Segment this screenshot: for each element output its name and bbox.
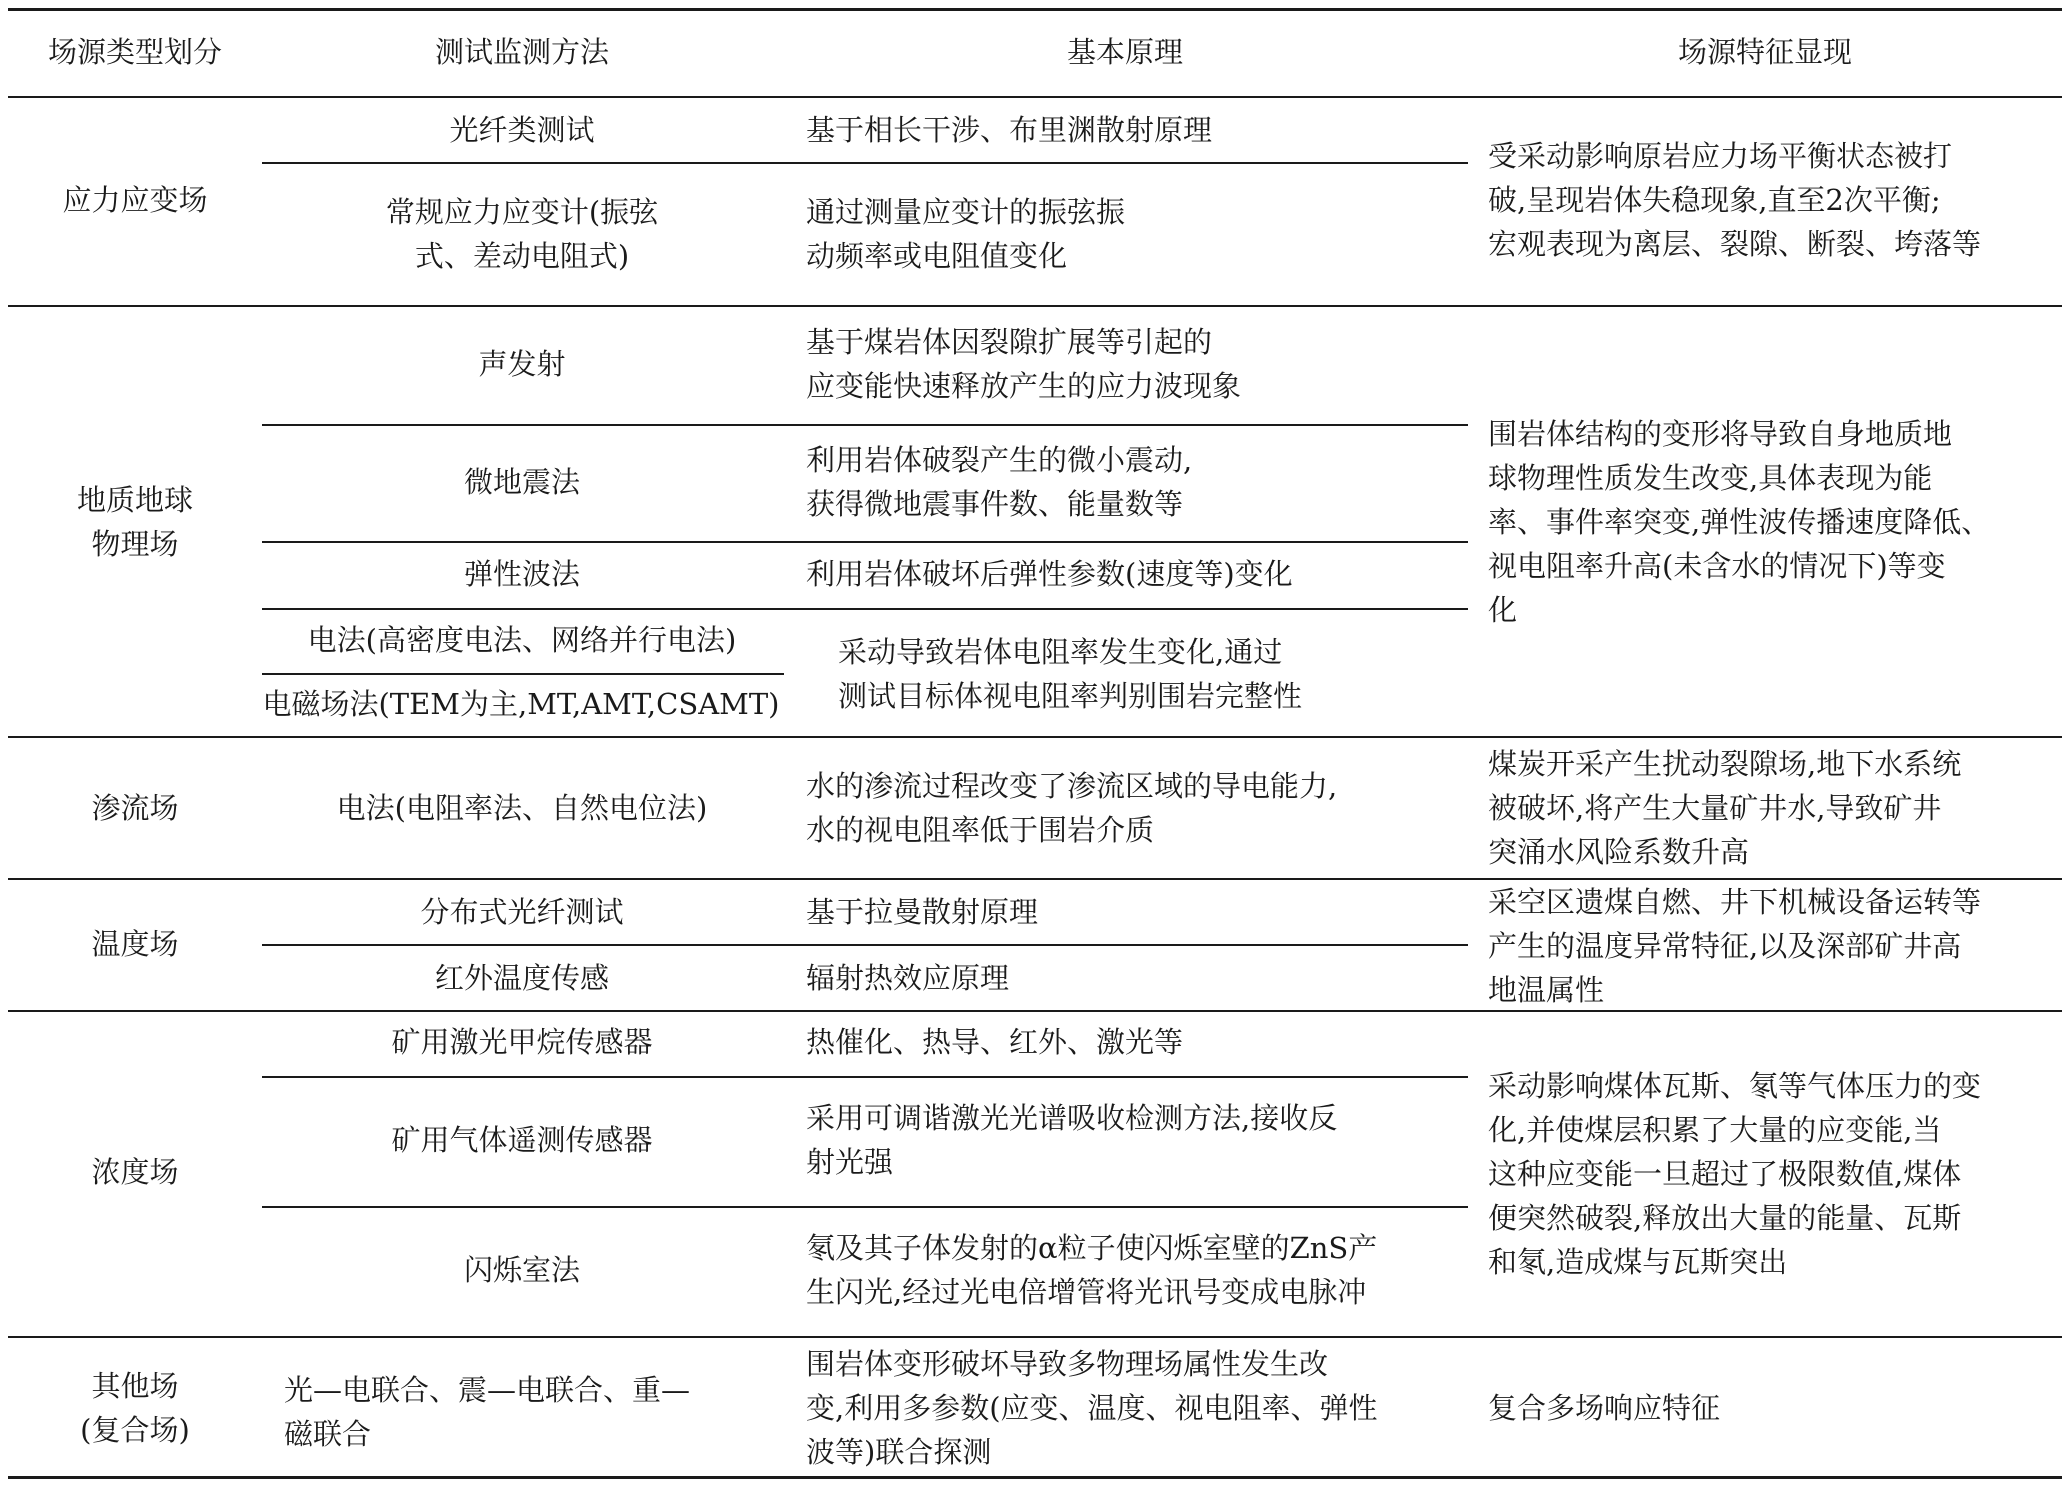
method-cell: 光纤类测试 <box>449 113 595 147</box>
feature-cell: 复合多场响应特征 <box>1488 1391 1721 1425</box>
field-type-cell: (复合场) <box>80 1413 190 1447</box>
feature-cell: 率、事件率突变,弹性波传播速度降低、 <box>1488 505 1991 539</box>
feature-cell: 采动影响煤体瓦斯、氡等气体压力的变 <box>1488 1069 1982 1103</box>
principle-cell: 水的视电阻率低于围岩介质 <box>806 813 1155 847</box>
principle-cell: 获得微地震事件数、能量数等 <box>806 487 1184 521</box>
electric-method-divider <box>262 673 784 675</box>
method-cell: 电法(电阻率法、自然电位法) <box>336 791 708 825</box>
method-cell: 电磁场法(TEM为主,MT,AMT,CSAMT) <box>262 687 780 721</box>
feature-cell: 这种应变能一旦超过了极限数值,煤体 <box>1488 1157 1962 1191</box>
principle-cell: 生闪光,经过光电倍增管将光讯号变成电脉冲 <box>806 1275 1367 1309</box>
principle-cell: 采用可调谐激光光谱吸收检测方法,接收反 <box>806 1101 1338 1135</box>
field-type-cell: 浓度场 <box>91 1155 179 1189</box>
header-rule <box>8 96 2062 98</box>
principle-cell: 测试目标体视电阻率判别围岩完整性 <box>838 679 1303 713</box>
method-cell: 磁联合 <box>284 1417 372 1451</box>
method-cell: 闪烁室法 <box>463 1253 580 1287</box>
feature-cell: 地温属性 <box>1488 973 1605 1007</box>
method-cell: 矿用激光甲烷传感器 <box>391 1025 653 1059</box>
table-top-rule <box>8 8 2062 11</box>
header-field-type: 场源类型划分 <box>47 35 222 69</box>
feature-cell: 围岩体结构的变形将导致自身地质地 <box>1488 417 1953 451</box>
group-divider <box>8 305 2062 307</box>
group-divider <box>8 1336 2062 1338</box>
principle-cell: 围岩体变形破坏导致多物理场属性发生改 <box>806 1347 1329 1381</box>
principle-cell: 变,利用多参数(应变、温度、视电阻率、弹性 <box>806 1391 1378 1425</box>
feature-cell: 视电阻率升高(未含水的情况下)等变 <box>1488 549 1946 583</box>
principle-cell: 基于相长干涉、布里渊散射原理 <box>806 113 1213 147</box>
method-cell: 红外温度传感 <box>434 961 609 995</box>
principle-cell: 利用岩体破坏后弹性参数(速度等)变化 <box>806 557 1293 591</box>
principle-cell: 氡及其子体发射的α粒子使闪烁室壁的ZnS产 <box>806 1231 1378 1265</box>
header-principle: 基本原理 <box>1066 35 1183 69</box>
header-feature: 场源特征显现 <box>1677 35 1852 69</box>
field-type-cell: 地质地球 <box>76 483 193 517</box>
feature-cell: 受采动影响原岩应力场平衡状态被打 <box>1488 139 1953 173</box>
principle-cell: 采动导致岩体电阻率发生变化,通过 <box>838 635 1283 669</box>
principle-cell: 动频率或电阻值变化 <box>806 239 1068 273</box>
method-cell: 式、差动电阻式) <box>414 239 630 273</box>
method-cell: 分布式光纤测试 <box>420 895 624 929</box>
group-divider <box>8 736 2062 738</box>
principle-cell: 基于拉曼散射原理 <box>806 895 1039 929</box>
feature-cell: 产生的温度异常特征,以及深部矿井高 <box>1488 929 1962 963</box>
principle-cell: 波等)联合探测 <box>806 1435 992 1469</box>
field-type-cell: 温度场 <box>91 927 179 961</box>
feature-cell: 突涌水风险系数升高 <box>1488 835 1750 869</box>
subrow-divider <box>262 424 1468 426</box>
principle-cell: 水的渗流过程改变了渗流区域的导电能力, <box>806 769 1338 803</box>
method-cell: 声发射 <box>478 347 566 381</box>
principle-cell: 热催化、热导、红外、激光等 <box>806 1025 1184 1059</box>
feature-cell: 破,呈现岩体失稳现象,直至2次平衡; <box>1488 183 1941 217</box>
subrow-divider <box>262 1206 1468 1208</box>
feature-cell: 被破坏,将产生大量矿井水,导致矿井 <box>1488 791 1942 825</box>
principle-cell: 利用岩体破裂产生的微小震动, <box>806 443 1193 477</box>
table-bottom-rule <box>8 1476 2062 1479</box>
principle-cell: 应变能快速释放产生的应力波现象 <box>806 369 1242 403</box>
feature-cell: 煤炭开采产生扰动裂隙场,地下水系统 <box>1488 747 1962 781</box>
method-cell: 弹性波法 <box>463 557 580 591</box>
feature-cell: 便突然破裂,释放出大量的能量、瓦斯 <box>1488 1201 1962 1235</box>
header-method: 测试监测方法 <box>434 35 609 69</box>
principle-cell: 射光强 <box>806 1145 894 1179</box>
method-cell: 微地震法 <box>463 465 580 499</box>
group-divider <box>8 1010 2062 1012</box>
field-type-cell: 应力应变场 <box>62 183 208 217</box>
principle-cell: 通过测量应变计的振弦振 <box>806 195 1126 229</box>
method-cell: 常规应力应变计(振弦 <box>385 195 659 229</box>
feature-cell: 化 <box>1488 593 1518 627</box>
feature-cell: 和氡,造成煤与瓦斯突出 <box>1488 1245 1788 1279</box>
field-type-cell: 渗流场 <box>91 791 179 825</box>
subrow-divider <box>262 1076 1468 1078</box>
feature-cell: 球物理性质发生改变,具体表现为能 <box>1488 461 1933 495</box>
subrow-divider <box>262 162 1468 164</box>
field-type-cell: 其他场 <box>91 1369 179 1403</box>
field-type-cell: 物理场 <box>91 527 179 561</box>
method-cell: 光—电联合、震—电联合、重— <box>284 1373 691 1407</box>
method-cell: 矿用气体遥测传感器 <box>391 1123 653 1157</box>
subrow-divider <box>262 608 1468 610</box>
subrow-divider <box>262 541 1468 543</box>
feature-cell: 化,并使煤层积累了大量的应变能,当 <box>1488 1113 1942 1147</box>
feature-cell: 宏观表现为离层、裂隙、断裂、垮落等 <box>1488 227 1982 261</box>
method-cell: 电法(高密度电法、网络并行电法) <box>307 623 737 657</box>
subrow-divider <box>262 944 1468 946</box>
principle-cell: 辐射热效应原理 <box>806 961 1010 995</box>
principle-cell: 基于煤岩体因裂隙扩展等引起的 <box>806 325 1213 359</box>
feature-cell: 采空区遗煤自燃、井下机械设备运转等 <box>1488 885 1982 919</box>
